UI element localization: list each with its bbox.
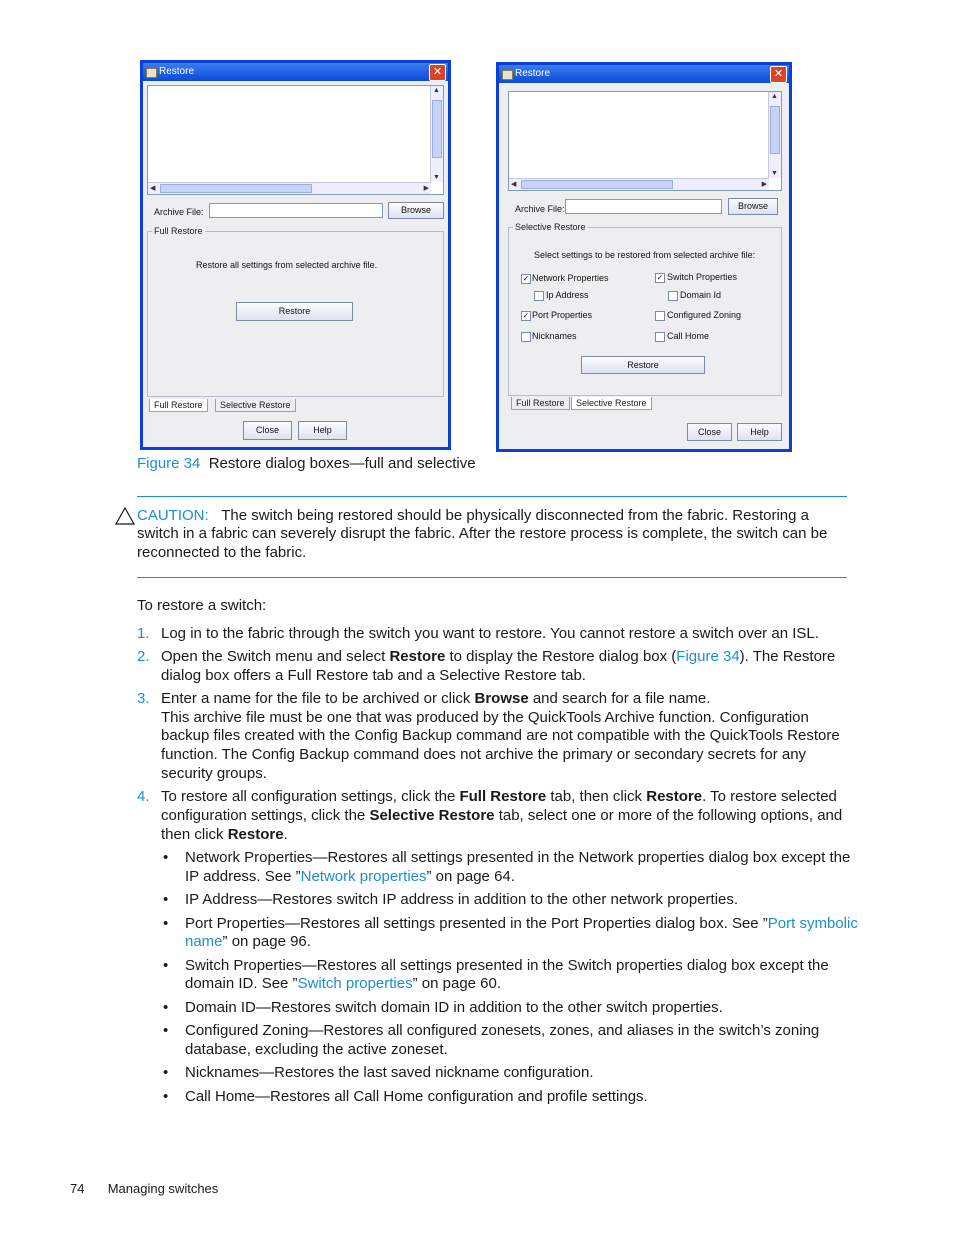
ip-address-label: Ip Address [546, 290, 589, 300]
scroll-right-icon[interactable]: ▶ [423, 185, 429, 192]
figure-caption-text: Restore dialog boxes—full and selective [208, 455, 476, 472]
section-name: Managing switches [107, 1181, 219, 1196]
dialog-title: Restore [159, 66, 195, 77]
caution-bottom-rule [137, 577, 847, 578]
horizontal-scrollbar[interactable] [509, 178, 769, 190]
scroll-right-icon[interactable]: ▶ [761, 181, 767, 188]
group-title: Full Restore [154, 226, 203, 236]
scroll-left-icon[interactable]: ◀ [150, 185, 156, 192]
bullet-6-line-2: database, excluding the active zoneset. [185, 1041, 448, 1058]
app-icon [502, 70, 513, 80]
caution-label: CAUTION: [137, 507, 209, 524]
step-1-text: Log in to the fabric through the switch you want to restore. You cannot restore a switch over an ISL. [161, 625, 819, 642]
step-3-number: 3. [137, 690, 150, 707]
bullet-marker: • [163, 957, 169, 974]
step-3-line-1: Enter a name for the file to be archived or click Browse and search for a file name. [161, 690, 711, 707]
help-button[interactable]: Help [737, 423, 782, 441]
step-4-line-1: To restore all configuration settings, click the Full Restore tab, then click Restore. To restore selected [161, 788, 837, 805]
bullet-marker: • [163, 999, 169, 1016]
step-3-line-4: function. The Config Backup command does not archive the primary or secondary secrets for any [161, 746, 807, 763]
nicknames-checkbox[interactable] [521, 332, 531, 342]
network-properties-label: Network Properties [532, 273, 609, 283]
bullet-4-line-1: Switch Properties—Restores all settings presented in the Switch properties dialog box except the [185, 957, 829, 974]
domain-id-checkbox[interactable] [668, 291, 678, 301]
horizontal-scrollbar[interactable] [148, 182, 431, 194]
browse-button[interactable]: Browse [388, 202, 444, 219]
dialog-title-bar [499, 65, 789, 83]
bullet-4-line-2: domain ID. See ”Switch properties” on page 60. [185, 975, 502, 992]
step-2-line-2: dialog box offers a Full Restore tab and a Selective Restore tab. [161, 667, 586, 684]
call-home-label: Call Home [667, 331, 710, 341]
dialog-title-bar [143, 63, 448, 81]
close-button[interactable]: Close [687, 423, 732, 441]
port-symbolic-name-link-cont[interactable]: name [185, 933, 223, 950]
bullet-marker: • [163, 1088, 169, 1105]
scroll-down-icon[interactable]: ▼ [433, 174, 440, 181]
bullet-1-line-1: Network Properties—Restores all settings presented in the Network properties dialog box except the [185, 849, 851, 866]
bullet-1-line-2: IP address. See ”Network properties” on page 64. [185, 868, 515, 885]
full-restore-group [147, 226, 444, 397]
bullet-7-line-1: Nicknames—Restores the last saved nickname configuration. [185, 1064, 594, 1081]
vertical-scrollbar[interactable] [768, 92, 781, 178]
help-button[interactable]: Help [298, 421, 347, 440]
archive-file-input[interactable] [209, 203, 383, 218]
domain-id-label: Domain Id [680, 290, 722, 300]
archive-file-input[interactable] [565, 199, 722, 214]
page-number: 74 [70, 1181, 85, 1196]
bullet-marker: • [163, 849, 169, 866]
bullet-2-line-1: IP Address—Restores switch IP address in addition to the other network properties. [185, 891, 739, 908]
log-text-area[interactable] [508, 91, 782, 191]
tab-selective-restore[interactable]: Selective Restore [215, 399, 296, 412]
select-message: Select settings to be restored from selected archive file: [534, 250, 756, 260]
vertical-scrollbar[interactable] [430, 86, 443, 182]
figure-34-link[interactable]: Figure 34 [676, 648, 740, 665]
dialog-title: Restore [515, 68, 551, 79]
switch-properties-checkbox[interactable]: ✓ [656, 273, 664, 282]
restore-button[interactable]: Restore [236, 302, 353, 321]
tab-full-restore[interactable]: Full Restore [511, 397, 570, 410]
group-title: Selective Restore [515, 222, 586, 232]
nicknames-label: Nicknames [532, 331, 577, 341]
step-3-line-3: backup files created with the Config Backup command are not compatible with the QuickTools Restore [161, 727, 840, 744]
bullet-3-line-1: Port Properties—Restores all settings presented in the Port Properties dialog box. See ”Port symbolic [185, 915, 858, 932]
step-2-number: 2. [137, 648, 150, 665]
bullet-marker: • [163, 1064, 169, 1081]
step-3-line-5: security groups. [161, 765, 267, 782]
bullet-marker: • [163, 891, 169, 908]
step-4-number: 4. [137, 788, 150, 805]
network-properties-link[interactable]: Network properties [300, 868, 427, 885]
step-3-line-2: This archive file must be one that was produced by the QuickTools Archive function. Configuration [161, 709, 809, 726]
tab-full-restore[interactable]: Full Restore [149, 399, 208, 412]
port-properties-checkbox[interactable]: ✓ [522, 311, 530, 320]
scroll-up-icon[interactable]: ▲ [433, 87, 440, 94]
step-4-line-2: configuration settings, click the Selective Restore tab, select one or more of the following options, and [161, 807, 843, 824]
caution-line-2: switch in a fabric can severely disrupt the fabric. After the restore process is complete, the switch can be [137, 525, 828, 542]
bullet-marker: • [163, 1022, 169, 1039]
caution-top-rule [137, 496, 847, 497]
step-1-number: 1. [137, 625, 150, 642]
figure-label: Figure 34 [137, 455, 201, 472]
caution-line-1: CAUTION: The switch being restored should be physically disconnected from the fabric. Restoring a [137, 507, 809, 524]
bullet-6-line-1: Configured Zoning—Restores all configured zonesets, zones, and aliases in the switch’s zoning [185, 1022, 820, 1039]
call-home-checkbox[interactable] [655, 332, 665, 342]
archive-file-label: Archive File: [515, 204, 565, 214]
switch-properties-link[interactable]: Switch properties [297, 975, 413, 992]
selective-restore-dialog [496, 62, 792, 452]
bullet-8-line-1: Call Home—Restores all Call Home configuration and profile settings. [185, 1088, 648, 1105]
close-icon[interactable]: ✕ [770, 66, 787, 83]
restore-message: Restore all settings from selected archive file. [196, 260, 378, 270]
port-symbolic-name-link[interactable]: Port symbolic [767, 915, 858, 932]
full-restore-dialog [140, 60, 451, 450]
archive-file-label: Archive File: [154, 207, 204, 217]
caution-triangle-icon [115, 507, 135, 525]
bullet-marker: • [163, 915, 169, 932]
ip-address-checkbox[interactable] [534, 291, 544, 301]
step-4-line-3: then click Restore. [161, 826, 288, 843]
close-button[interactable]: Close [243, 421, 292, 440]
restore-button[interactable]: Restore [581, 356, 705, 374]
scroll-up-icon[interactable]: ▲ [771, 93, 778, 100]
close-icon[interactable]: ✕ [429, 64, 446, 81]
step-2-line-1: Open the Switch menu and select Restore to display the Restore dialog box (Figure 34). The Restore [161, 648, 836, 665]
browse-button[interactable]: Browse [728, 198, 778, 215]
scroll-left-icon[interactable]: ◀ [511, 181, 517, 188]
figure-caption [137, 455, 476, 474]
port-properties-label: Port Properties [532, 310, 593, 320]
page-footer [70, 1181, 218, 1196]
configured-zoning-label: Configured Zoning [667, 310, 742, 320]
app-icon [146, 68, 157, 78]
bullet-5-line-1: Domain ID—Restores switch domain ID in addition to the other switch properties. [185, 999, 723, 1016]
scroll-down-icon[interactable]: ▼ [771, 170, 778, 177]
configured-zoning-checkbox[interactable] [655, 311, 665, 321]
selective-restore-group [508, 222, 782, 396]
tab-selective-restore[interactable]: Selective Restore [571, 397, 652, 410]
switch-properties-label: Switch Properties [667, 272, 738, 282]
log-text-area[interactable] [147, 85, 444, 195]
network-properties-checkbox[interactable]: ✓ [522, 274, 530, 283]
caution-line-3: reconnected to the fabric. [137, 544, 307, 561]
intro-text: To restore a switch: [137, 597, 267, 614]
bullet-3-line-2: name” on page 96. [185, 933, 311, 950]
